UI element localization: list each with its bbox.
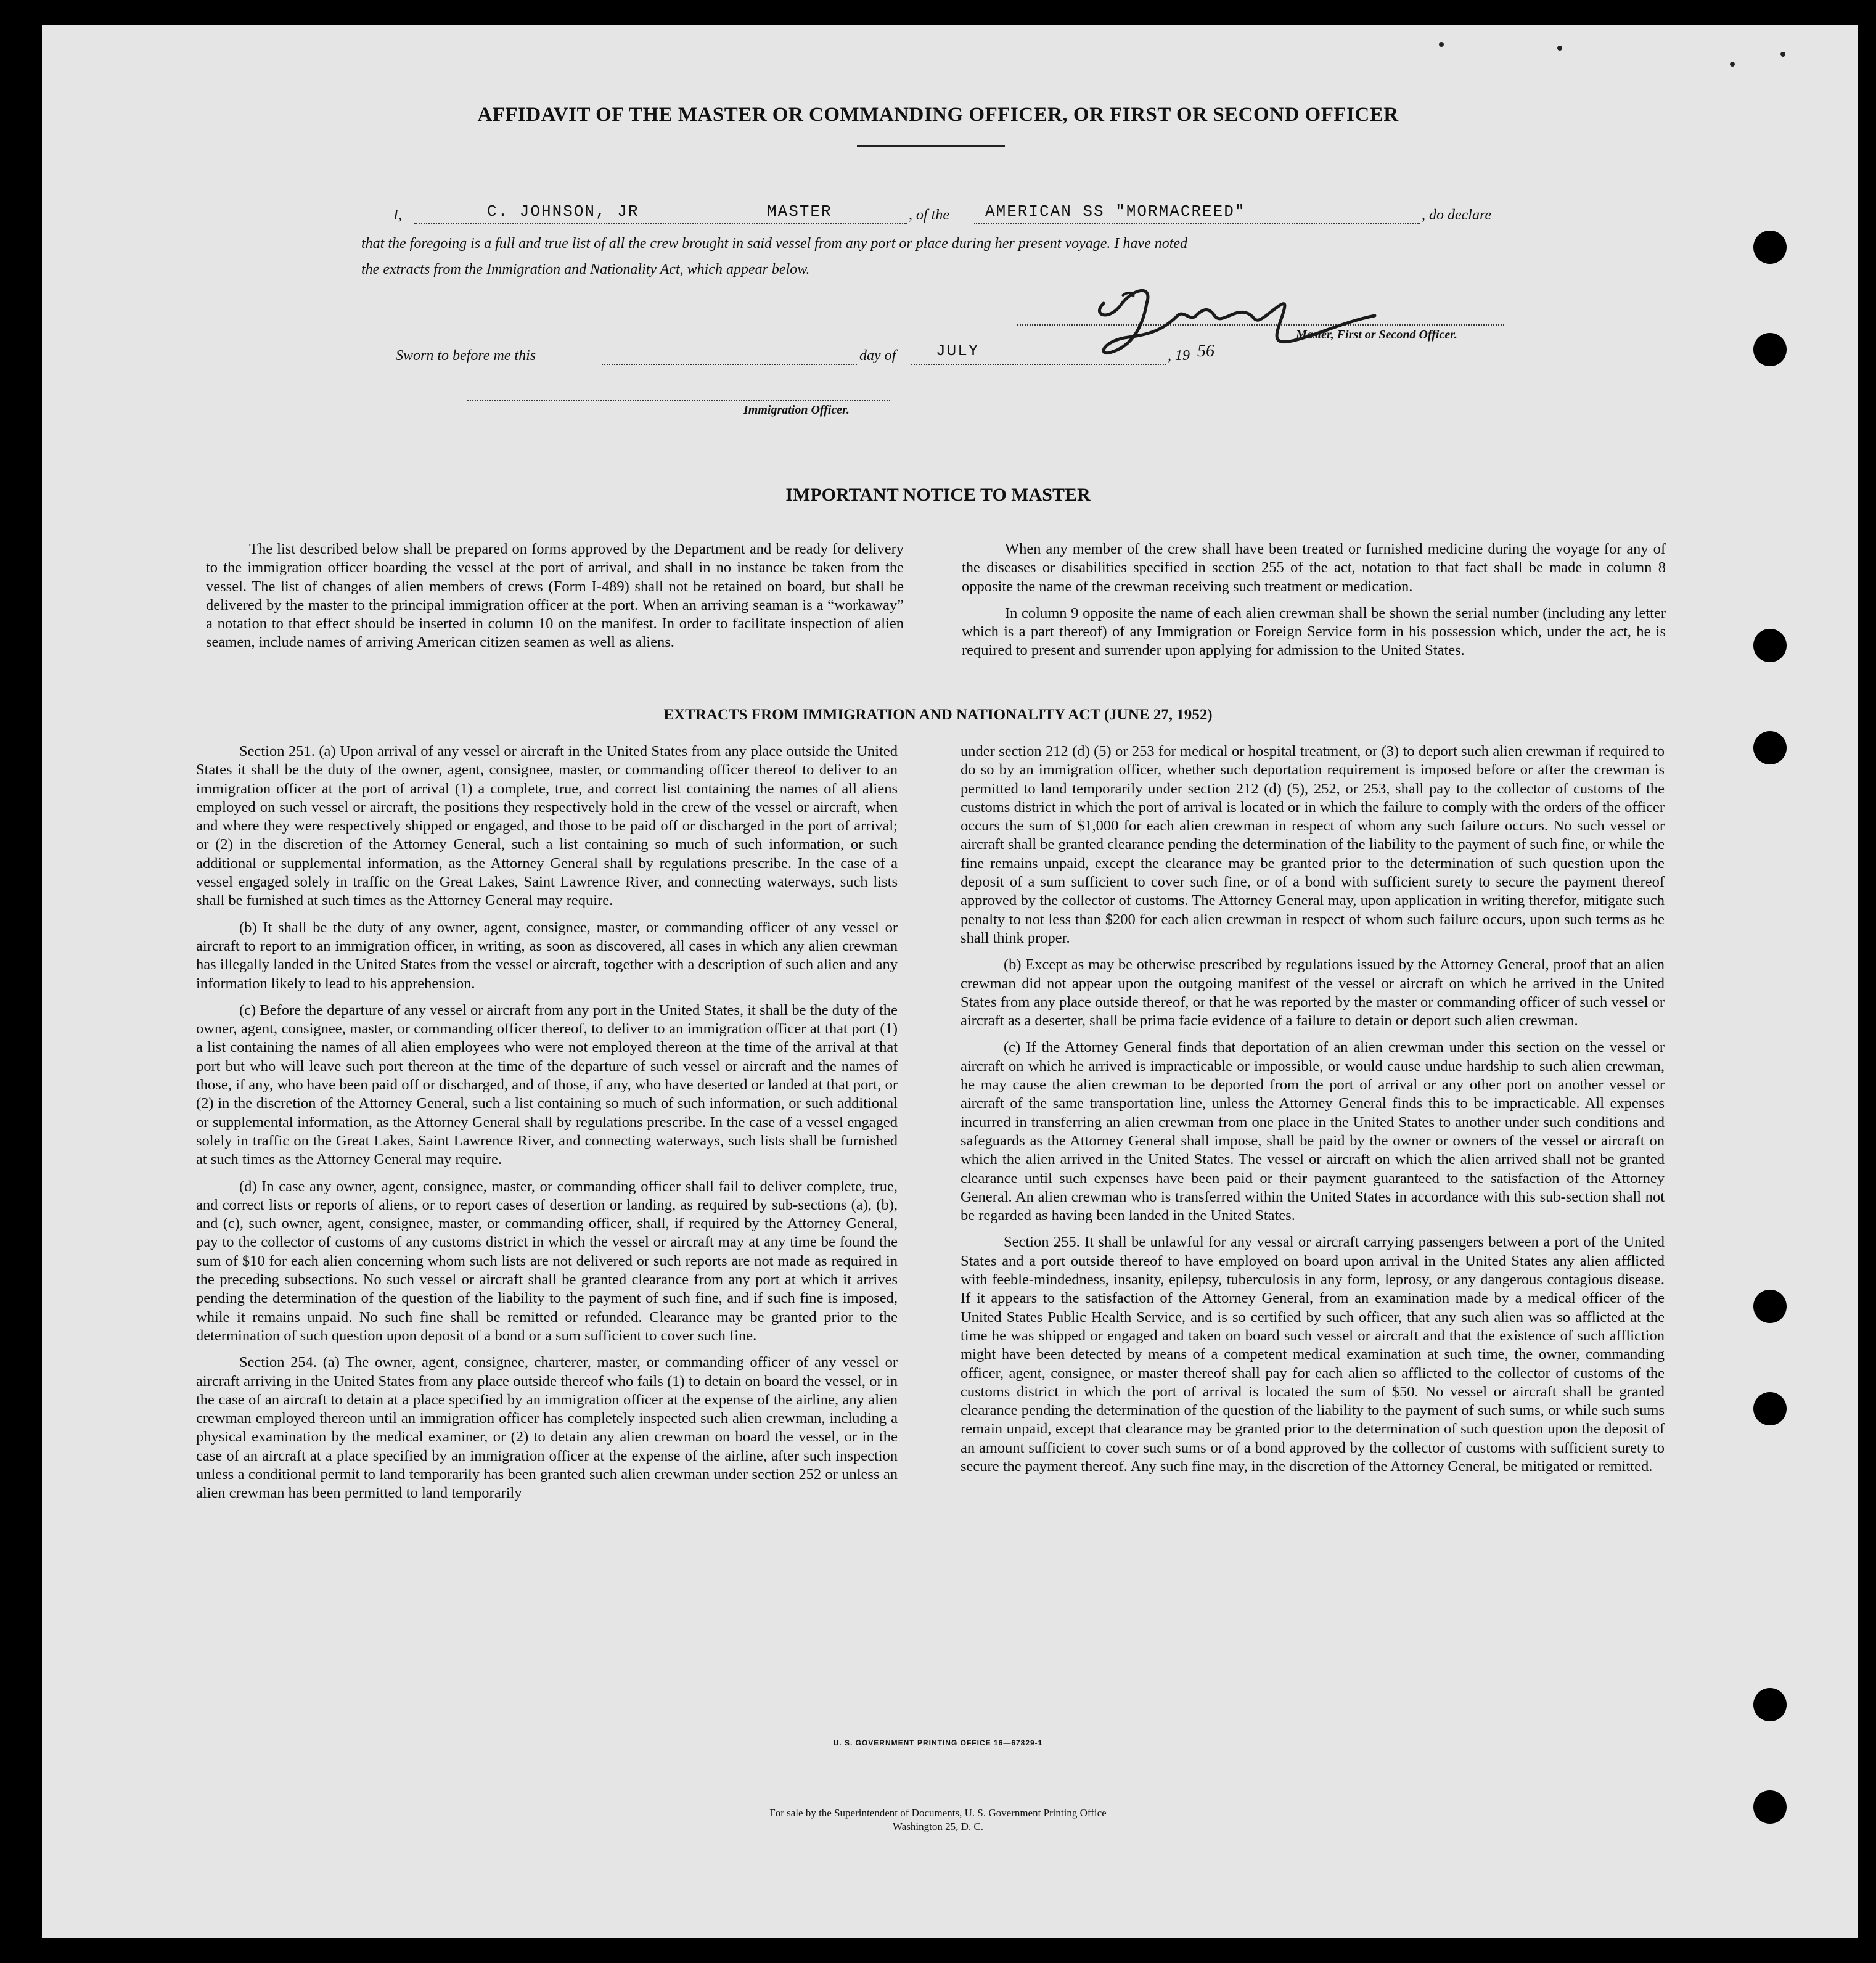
affidavit-i-label: I, xyxy=(393,207,402,223)
speck xyxy=(1730,62,1735,67)
extracts-left-column xyxy=(196,742,898,1511)
section-251-a: Section 251. (a) Upon arrival of any vessel or aircraft in the United States from any place outside the United States it shall be the duty of the owner, agent, consignee, master, or commanding officer thereof to deliver to an immigration officer at the port of arrival (1) a complete, true, and correct list containing the names of all aliens employed on such vessel or aircraft, the positions they respectively hold in the crew of the vessel or aircraft, when and where they were respectively shipped or engaged, and those to be paid off or discharged in the port of arrival; or (2) in the discretion of the Attorney General, such a list containing so much of such information, or such additional or supplemental information, as the Attorney General shall by regulations prescribe. In the case of a vessel engaged solely in traffic on the Great Lakes, Saint Lawrence River, and connecting waterways, such lists shall be furnished at such times as the Attorney General may require. xyxy=(196,743,898,909)
section-254-a: Section 254. (a) The owner, agent, consignee, charterer, master, or commanding officer of any vessel or aircraft arriving in the United States from any place outside thereof who fails (1) to detain on board the vessel, or in the case of an aircraft to detain at a place specified by an immigration officer at the expense of the airline, any alien crewman employed thereon until an immigration officer has completely inspected such alien crewman, including a physical examination by the medical examiner, or (2) to detain any alien crewman on board the vessel, or in the case of an aircraft at a place specified by an immigration officer at the expense of the airline, after such inspection unless a conditional permit to land temporarily has been granted such alien crewman under section 252 or unless an alien crewman has been permitted to land temporarily xyxy=(196,1354,898,1502)
month-line xyxy=(911,364,1166,365)
master-rank: MASTER xyxy=(767,202,832,221)
section-251-b: (b) It shall be the duty of any owner, agent, consignee, master, or commanding officer of any vessel or aircraft to report to an immigration officer, in writing, as soon as discovered, all cases in which any alien crewman has illegally landed in the United States from the vessel or aircraft, together with a description of such alien and any information likely to lead to his apprehension. xyxy=(196,919,898,992)
speck xyxy=(1780,52,1785,57)
handwritten-signature xyxy=(1085,279,1406,371)
section-254-c: (c) If the Attorney General finds that deportation of an alien crewman under this section on the vessel or aircraft on which he arrived is impracticable or impossible, or would cause undue hardship to such alien crewman, he may cause the alien crewman to be deported from the port of arrival or any other port on another vessel or aircraft of the same transportation line, unless the Attorney General finds this to be impracticable. All expenses incurred in transferring an alien crewman from one place in the United States to another under such conditions and safeguards as the Attorney General shall impose, shall be paid by the owner or owners of the vessel or aircraft on which the alien arrived in the United States. The vessel or aircraft on which the alien arrived shall not be granted clearance until such expenses have been paid or their payment guaranteed to the satisfaction of the Attorney General. An alien crewman who is transferred within the United States in accordance with this sub-section shall not be regarded as having been landed in the United States. xyxy=(961,1039,1665,1224)
title-rule xyxy=(857,145,1005,147)
affidavit-title: AFFIDAVIT OF THE MASTER OR COMMANDING OFFICER, OR FIRST OR SECOND OFFICER xyxy=(477,104,1399,126)
sworn-label: Sworn to before me this xyxy=(396,348,536,364)
do-declare-label: , do declare xyxy=(1422,207,1492,223)
sworn-month: JULY xyxy=(936,342,980,360)
section-254-b: (b) Except as may be otherwise prescribed by regulations issued by the Attorney General, proof that an alien crewman did not appear upon the outgoing manifest of the vessel or aircraft on which he arrived in the United States from any place outside thereof, or that he was reported by the master or commanding officer of such vessel or aircraft as a deserter, shall be prima facie evidence of a failure to detain or deport such alien crewman. xyxy=(961,956,1665,1030)
notice-heading: IMPORTANT NOTICE TO MASTER xyxy=(785,485,1091,505)
punch-hole xyxy=(1753,1688,1787,1721)
section-251-d: (d) In case any owner, agent, consignee, master, or commanding officer shall fail to deliver complete, true, and correct lists or reports of aliens, or to report cases of desertion or landing, as required by sub-sections (a), (b), and (c), such owner, agent, consignee, master, or commanding officer, shall, if required by the Attorney General, pay to the collector of customs of any customs district in which the vessel or aircraft may at any time be found the sum of $10 for each alien concerning whom such lists are not delivered or such reports are not made as required in the preceding subsections. No such vessel or aircraft shall be granted clearance from any port at which it arrives pending the determination of the question of the liability to the payment of such fine, and if such fine is imposed, while it remains unpaid. No such fine shall be remitted or refunded. Clearance may be granted prior to the determination of such question upon deposit of a bond or a sum sufficient to cover such fine. xyxy=(196,1178,898,1344)
vessel-line xyxy=(974,223,1420,224)
year-suffix: 56 xyxy=(1197,342,1214,361)
notice-left-paragraph: The list described below shall be prepared on forms approved by the Department and be ready for delivery to the immigration officer boarding the vessel at the port of arrival, and shall in no instance be taken from the vessel. The list of changes of alien members of crews (Form I-489) shall not be retained on board, but shall be delivered by the master to the principal immigration officer at the port. When an arriving seaman is a “workaway” a notation to that effect should be inserted in column 10 on the manifest. In order to facilitate inspection of alien seamen, include names of arriving American citizen seamen as well as aliens. xyxy=(206,541,904,651)
vessel-name: AMERICAN SS "MORMACREED" xyxy=(985,202,1246,221)
notice-right-column xyxy=(962,540,1666,668)
day-of-label: day of xyxy=(859,348,896,364)
notice-right-paragraph-2: In column 9 opposite the name of each alien crewman shall be shown the serial number (including any letter which is a part thereof) of any Immigration or Foreign Service form in his possession which, under the act, he is required to present and surrender upon applying for admission to the United States. xyxy=(962,604,1666,659)
sale-line-1: For sale by the Superintendent of Documents, U. S. Government Printing Office xyxy=(769,1807,1107,1819)
master-signature-label: Master, First or Second Officer. xyxy=(1296,328,1457,342)
speck xyxy=(1557,46,1562,51)
gpo-imprint: U. S. GOVERNMENT PRINTING OFFICE 16—67829-1 xyxy=(833,1739,1043,1747)
immigration-officer-label: Immigration Officer. xyxy=(743,403,850,417)
punch-hole xyxy=(1753,1392,1787,1425)
speck xyxy=(1439,42,1444,47)
extracts-right-column xyxy=(961,742,1665,1484)
year-prefix: , 19 xyxy=(1168,348,1190,364)
master-name: C. JOHNSON, JR xyxy=(487,202,639,221)
sale-notice xyxy=(0,1806,1876,1834)
punch-hole xyxy=(1753,1290,1787,1323)
notice-right-paragraph-1: When any member of the crew shall have been treated or furnished medicine during the voyage for any of the diseases or disabilities specified in section 255 of the act, notation to that fact shall be made in column 8 opposite the name of the crewman receiving such treatment or medication. xyxy=(962,541,1666,595)
extracts-heading: EXTRACTS FROM IMMIGRATION AND NATIONALITY ACT (JUNE 27, 1952) xyxy=(663,707,1213,723)
punch-hole xyxy=(1753,629,1787,662)
sale-line-2: Washington 25, D. C. xyxy=(893,1821,983,1832)
punch-hole xyxy=(1753,231,1787,264)
punch-hole xyxy=(1753,731,1787,764)
punch-hole xyxy=(1753,333,1787,366)
section-255: Section 255. It shall be unlawful for any vessal or aircraft carrying passengers between a port of the United States and a port outside thereof to have employed on board upon arrival in the United States any alien afflicted with feeble-mindedness, insanity, epilepsy, tuberculosis in any form, leprosy, or any dangerous contagious disease. If it appears to the satisfaction of the Attorney General, from an examination made by a medical officer of the United States Public Health Service, and is so certified by such officer, that any such alien was so afflicted at the time he was shipped or engaged and taken on board such vessel or aircraft and that the existence of such affliction might have been detected by means of a competent medical examination at such time, the owner, commanding officer, agent, consignee, or master thereof shall pay for each alien so afflicted to the collector of customs of the customs district in which the port of arrival is located the sum of $50. No vessel or aircraft shall be granted clearance pending the determination of the question of the liability to the payment of such sums, or while such sums remain unpaid, except that clearance may be granted prior to the determination of such question upon the deposit of an amount sufficient to cover such sums or of a bond approved by the collector of customs with sufficient surety to secure the payment thereof. Any such fine may, in the discretion of the Attorney General, be mitigated or remitted. xyxy=(961,1234,1665,1475)
notice-left-column xyxy=(206,540,904,660)
affidavit-line-2: that the foregoing is a full and true list of all the crew brought in said vessel from any port or place during her present voyage. I have noted xyxy=(361,236,1188,252)
immigration-officer-line xyxy=(467,400,890,401)
of-the-label: , of the xyxy=(909,207,949,223)
sworn-day-line xyxy=(602,364,857,365)
affidavit-line-3: the extracts from the Immigration and Nationality Act, which appear below. xyxy=(361,261,810,277)
name-line xyxy=(414,223,907,224)
section-251-c: (c) Before the departure of any vessel or aircraft from any port in the United States, it shall be the duty of the owner, agent, consignee, master, or commanding officer thereof, to deliver to an immigration officer at that port (1) a list containing the names of all alien employees who were not employed thereon at the time of the arrival at that port but who will leave such port thereon at the time of the departure of such vessel or aircraft and the names of those, if any, who have been paid off or discharged, and of those, if any, who have deserted or landed at that port, or (2) in the discretion of the Attorney General, such a list containing so much of such information, or such additional or supplemental information, as the Attorney General shall by regulations prescribe. In the case of a vessel engaged solely in traffic on the Great Lakes, Saint Lawrence River, and connecting waterways, such lists shall be furnished at such times as the Attorney General may require. xyxy=(196,1001,898,1168)
section-254-a-continued: under section 212 (d) (5) or 253 for medical or hospital treatment, or (3) to deport such alien crewman if required to do so by an immigration officer, whether such deportation requirement is imposed before or after the crewman is permitted to land temporarily under section 212 (d) (5), 252, or 253, shall pay to the collector of customs of the customs district in which the port of arrival is located or in which the failure to comply with the orders of the officer occurs the sum of $1,000 for each alien crewman in respect of whom any such failure occurs. No such vessel or aircraft shall be granted clearance pending the determination of the liability to the payment of such fine, or while the fine remains unpaid, except the clearance may be granted prior to the determination of such question upon the deposit of a sum sufficient to cover such fine, or of a bond with sufficient surety to secure the payment thereof approved by the collector of customs. The Attorney General may, upon application in writing therefor, mitigate such penalty to not less than $200 for each alien crewman in respect of whom such failure occurs, upon such terms as he shall think proper. xyxy=(961,743,1665,946)
